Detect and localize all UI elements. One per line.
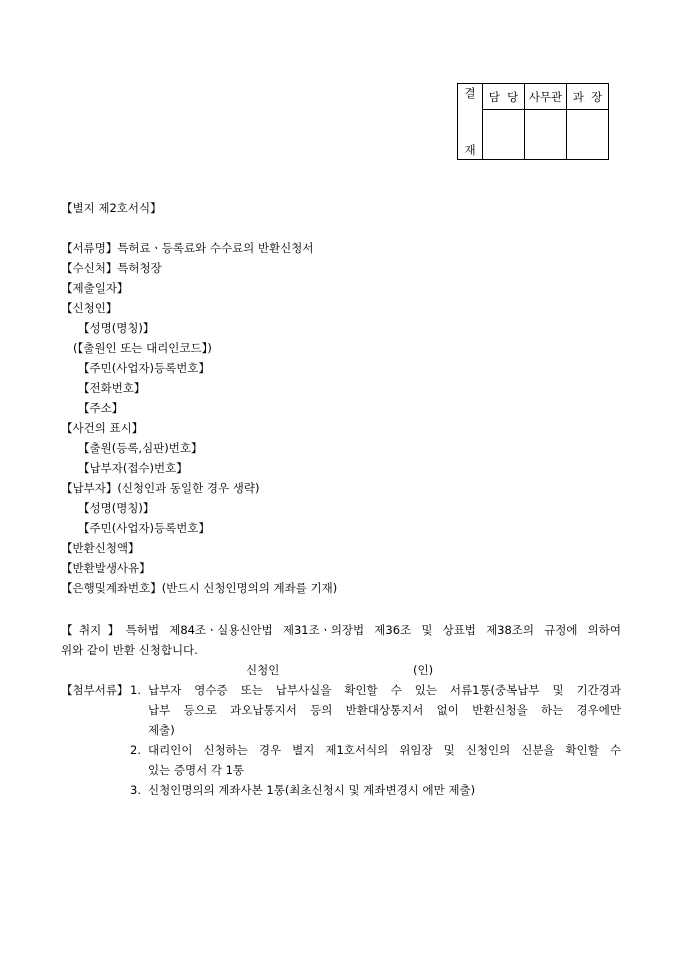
- payer-reg-no: 【주민(사업자)등록번호】: [78, 521, 210, 535]
- approval-sign-officer: [525, 110, 567, 160]
- attachment-3-line-1: 신청인명의의 계좌사본 1통(최초신청시 및 계좌변경시 에만 제출): [148, 783, 476, 797]
- approval-side-bottom: 재: [464, 143, 476, 157]
- bank-account: 【은행및계좌번호】(반드시 신청인명의의 계좌를 기재): [61, 581, 338, 595]
- approval-header-officer: 사무관: [525, 84, 567, 110]
- purpose-line-1: 【취지】특허법 제84조ㆍ실용신안법 제31조ㆍ의장법 제36조 및 상표법 제38조의 규정에 의하여: [61, 623, 621, 637]
- attachment-1-line-1: 납부자 영수증 또는 납부사실을 확인할 수 있는 서류1통(중복납부 및 기간경과: [148, 683, 621, 697]
- applicant-address: 【주소】: [78, 401, 124, 415]
- approval-header-staff: 담 당: [483, 84, 525, 110]
- refund-amount: 【반환신청액】: [61, 541, 140, 555]
- applicant-heading: 【신청인】: [61, 301, 118, 315]
- attachment-number: 2.: [130, 743, 141, 757]
- attachment-2-line-1: 대리인이 신청하는 경우 별지 제1호서식의 위임장 및 신청인의 신분을 확인할 수: [148, 743, 621, 757]
- case-application-no: 【출원(등록,심판)번호】: [78, 441, 203, 455]
- form-number: 【별지 제2호서식】: [61, 201, 162, 215]
- payer-name: 【성명(명칭)】: [78, 501, 155, 515]
- approval-sign-staff: [483, 110, 525, 160]
- document-name: 【서류명】특허료ㆍ등록료와 수수료의 반환신청서: [61, 241, 314, 255]
- attachments-label: 【첨부서류】: [61, 683, 129, 697]
- applicant-name: 【성명(명칭)】: [78, 321, 155, 335]
- applicant-code: (【출원인 또는 대리인코드】): [73, 341, 212, 355]
- attachment-1-line-2: 납부 등으로 과오납통지서 등의 반환대상통지서 없이 반환신청을 하는 경우에만: [148, 703, 621, 717]
- attachment-number: 1.: [130, 683, 141, 697]
- payer-heading: 【납부자】(신청인과 동일한 경우 생략): [61, 481, 260, 495]
- submission-date: 【제출일자】: [61, 281, 129, 295]
- applicant-reg-no: 【주민(사업자)등록번호】: [78, 361, 210, 375]
- applicant-signature-label: 신청인: [246, 663, 280, 677]
- approval-sign-director: [567, 110, 609, 160]
- case-heading: 【사건의 표시】: [61, 421, 144, 435]
- refund-reason: 【반환발생사유】: [61, 561, 151, 575]
- purpose-line-2: 위와 같이 반환 신청합니다.: [61, 643, 198, 657]
- attachment-2-line-2: 있는 증명서 각 1통: [148, 763, 245, 777]
- approval-box: [457, 83, 609, 160]
- attachment-number: 3.: [130, 783, 141, 797]
- case-payer-no: 【납부자(접수)번호】: [78, 461, 188, 475]
- approval-header-director: 과 장: [567, 84, 609, 110]
- recipient: 【수신처】특허청장: [61, 261, 162, 275]
- applicant-phone: 【전화번호】: [78, 381, 146, 395]
- approval-side-label: [458, 84, 483, 160]
- approval-side-top: 결: [464, 86, 476, 100]
- attachment-1-line-3: 제출): [148, 723, 175, 737]
- seal-mark: (인): [413, 663, 434, 677]
